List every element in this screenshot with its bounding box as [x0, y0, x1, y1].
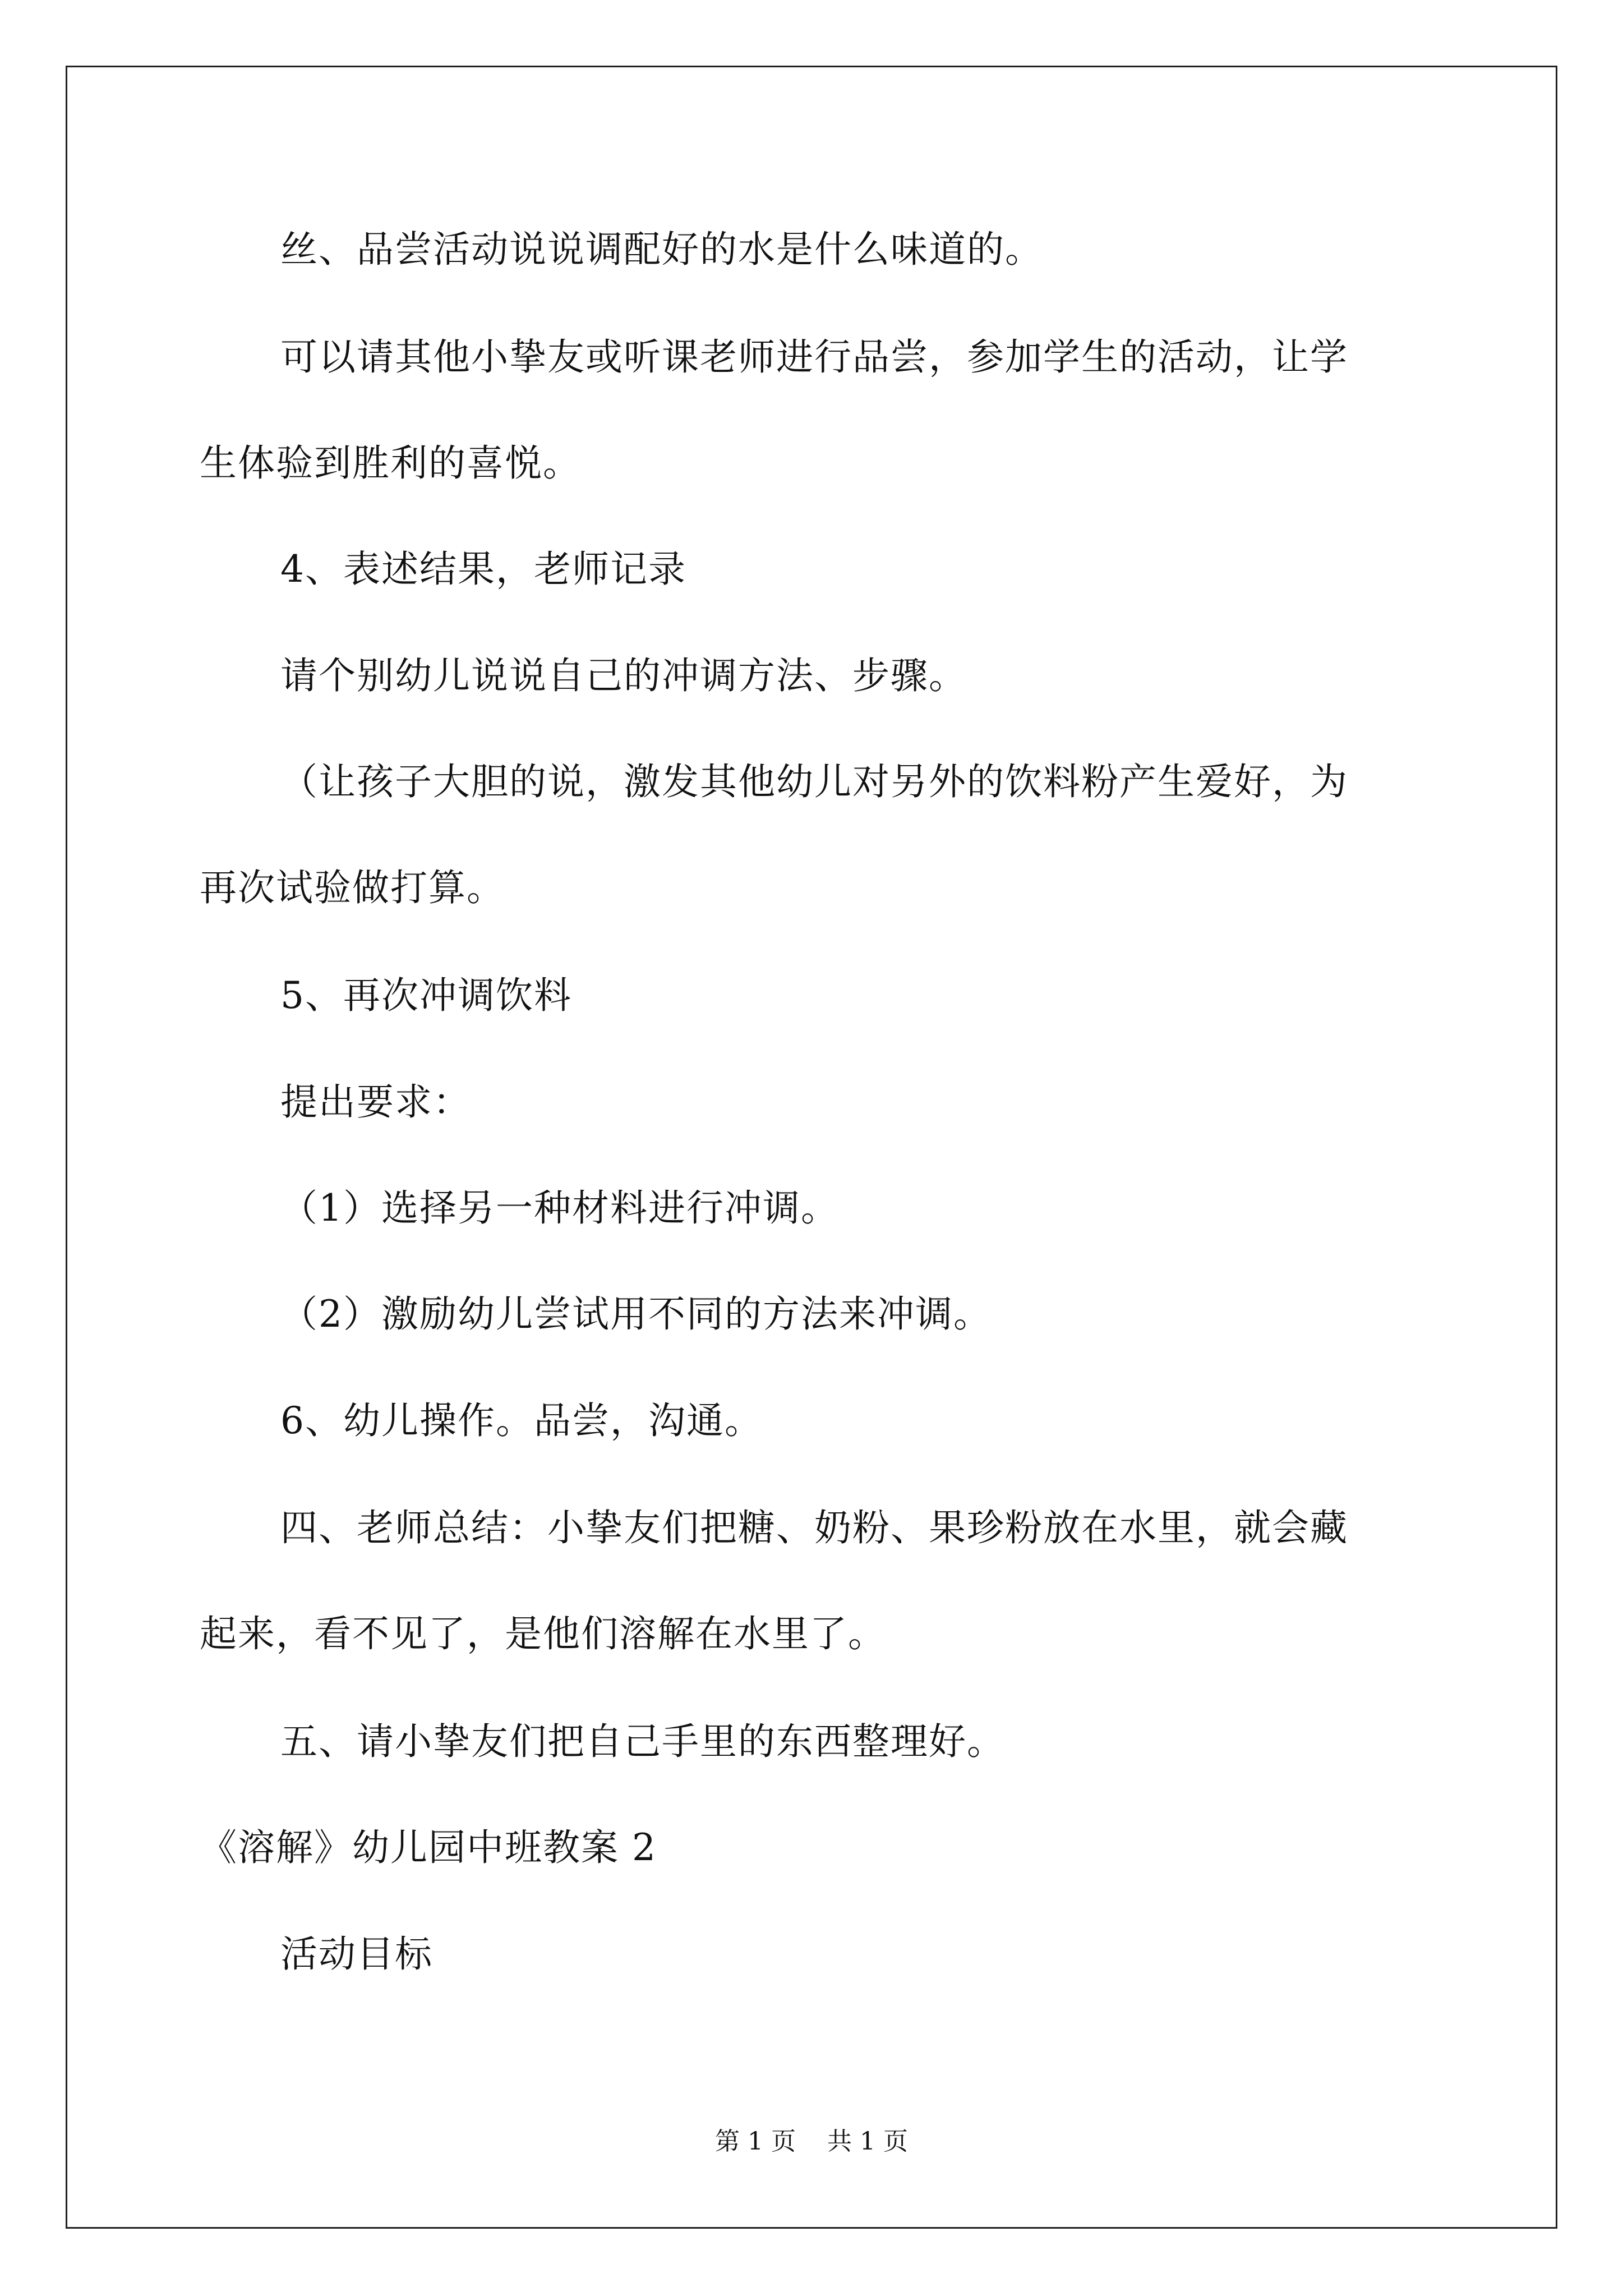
page-footer: [0, 2129, 1623, 2154]
section-heading: 6、幼儿操作。品尝，沟通。: [280, 1399, 763, 1442]
section-heading: 活动目标: [280, 1932, 433, 1976]
list-item: （1）选择另一种材料进行冲调。: [280, 1186, 839, 1230]
list-item: （2）激励幼儿尝试用不同的方法来冲调。: [280, 1292, 992, 1336]
body-paragraph-line: 起来，看不见了，是他们溶解在水里了。: [200, 1612, 886, 1655]
document-title: 《溶解》幼儿园中班教案 2: [200, 1826, 657, 1869]
body-paragraph-line: 可以请其他小挚友或听课老师进行品尝，参加学生的活动，让学: [280, 335, 1348, 379]
body-paragraph-line: 五、请小挚友们把自己手里的东西整理好。: [280, 1720, 1005, 1763]
body-paragraph-line: 再次试验做打算。: [200, 866, 505, 909]
page-border: [66, 66, 1557, 2229]
page-total-label: 共 1 页: [827, 2127, 908, 2156]
body-paragraph-line: 四、老师总结：小挚友们把糖、奶粉、果珍粉放在水里，就会藏: [280, 1506, 1348, 1549]
body-paragraph-line: 丝、品尝活动说说调配好的水是什么味道的。: [280, 228, 1043, 271]
page-number-label: 第 1 页: [715, 2127, 796, 2156]
body-paragraph-line: （让孩子大胆的说，激发其他幼儿对另外的饮料粉产生爱好，为: [280, 760, 1348, 803]
body-paragraph-line: 提出要求：: [280, 1080, 471, 1124]
section-heading: 5、再次冲调饮料: [280, 974, 572, 1017]
body-paragraph-line: 请个别幼儿说说自己的冲调方法、步骤。: [280, 654, 967, 697]
body-paragraph-line: 生体验到胜利的喜悦。: [200, 441, 581, 485]
section-heading: 4、表述结果，老师记录: [280, 547, 686, 591]
